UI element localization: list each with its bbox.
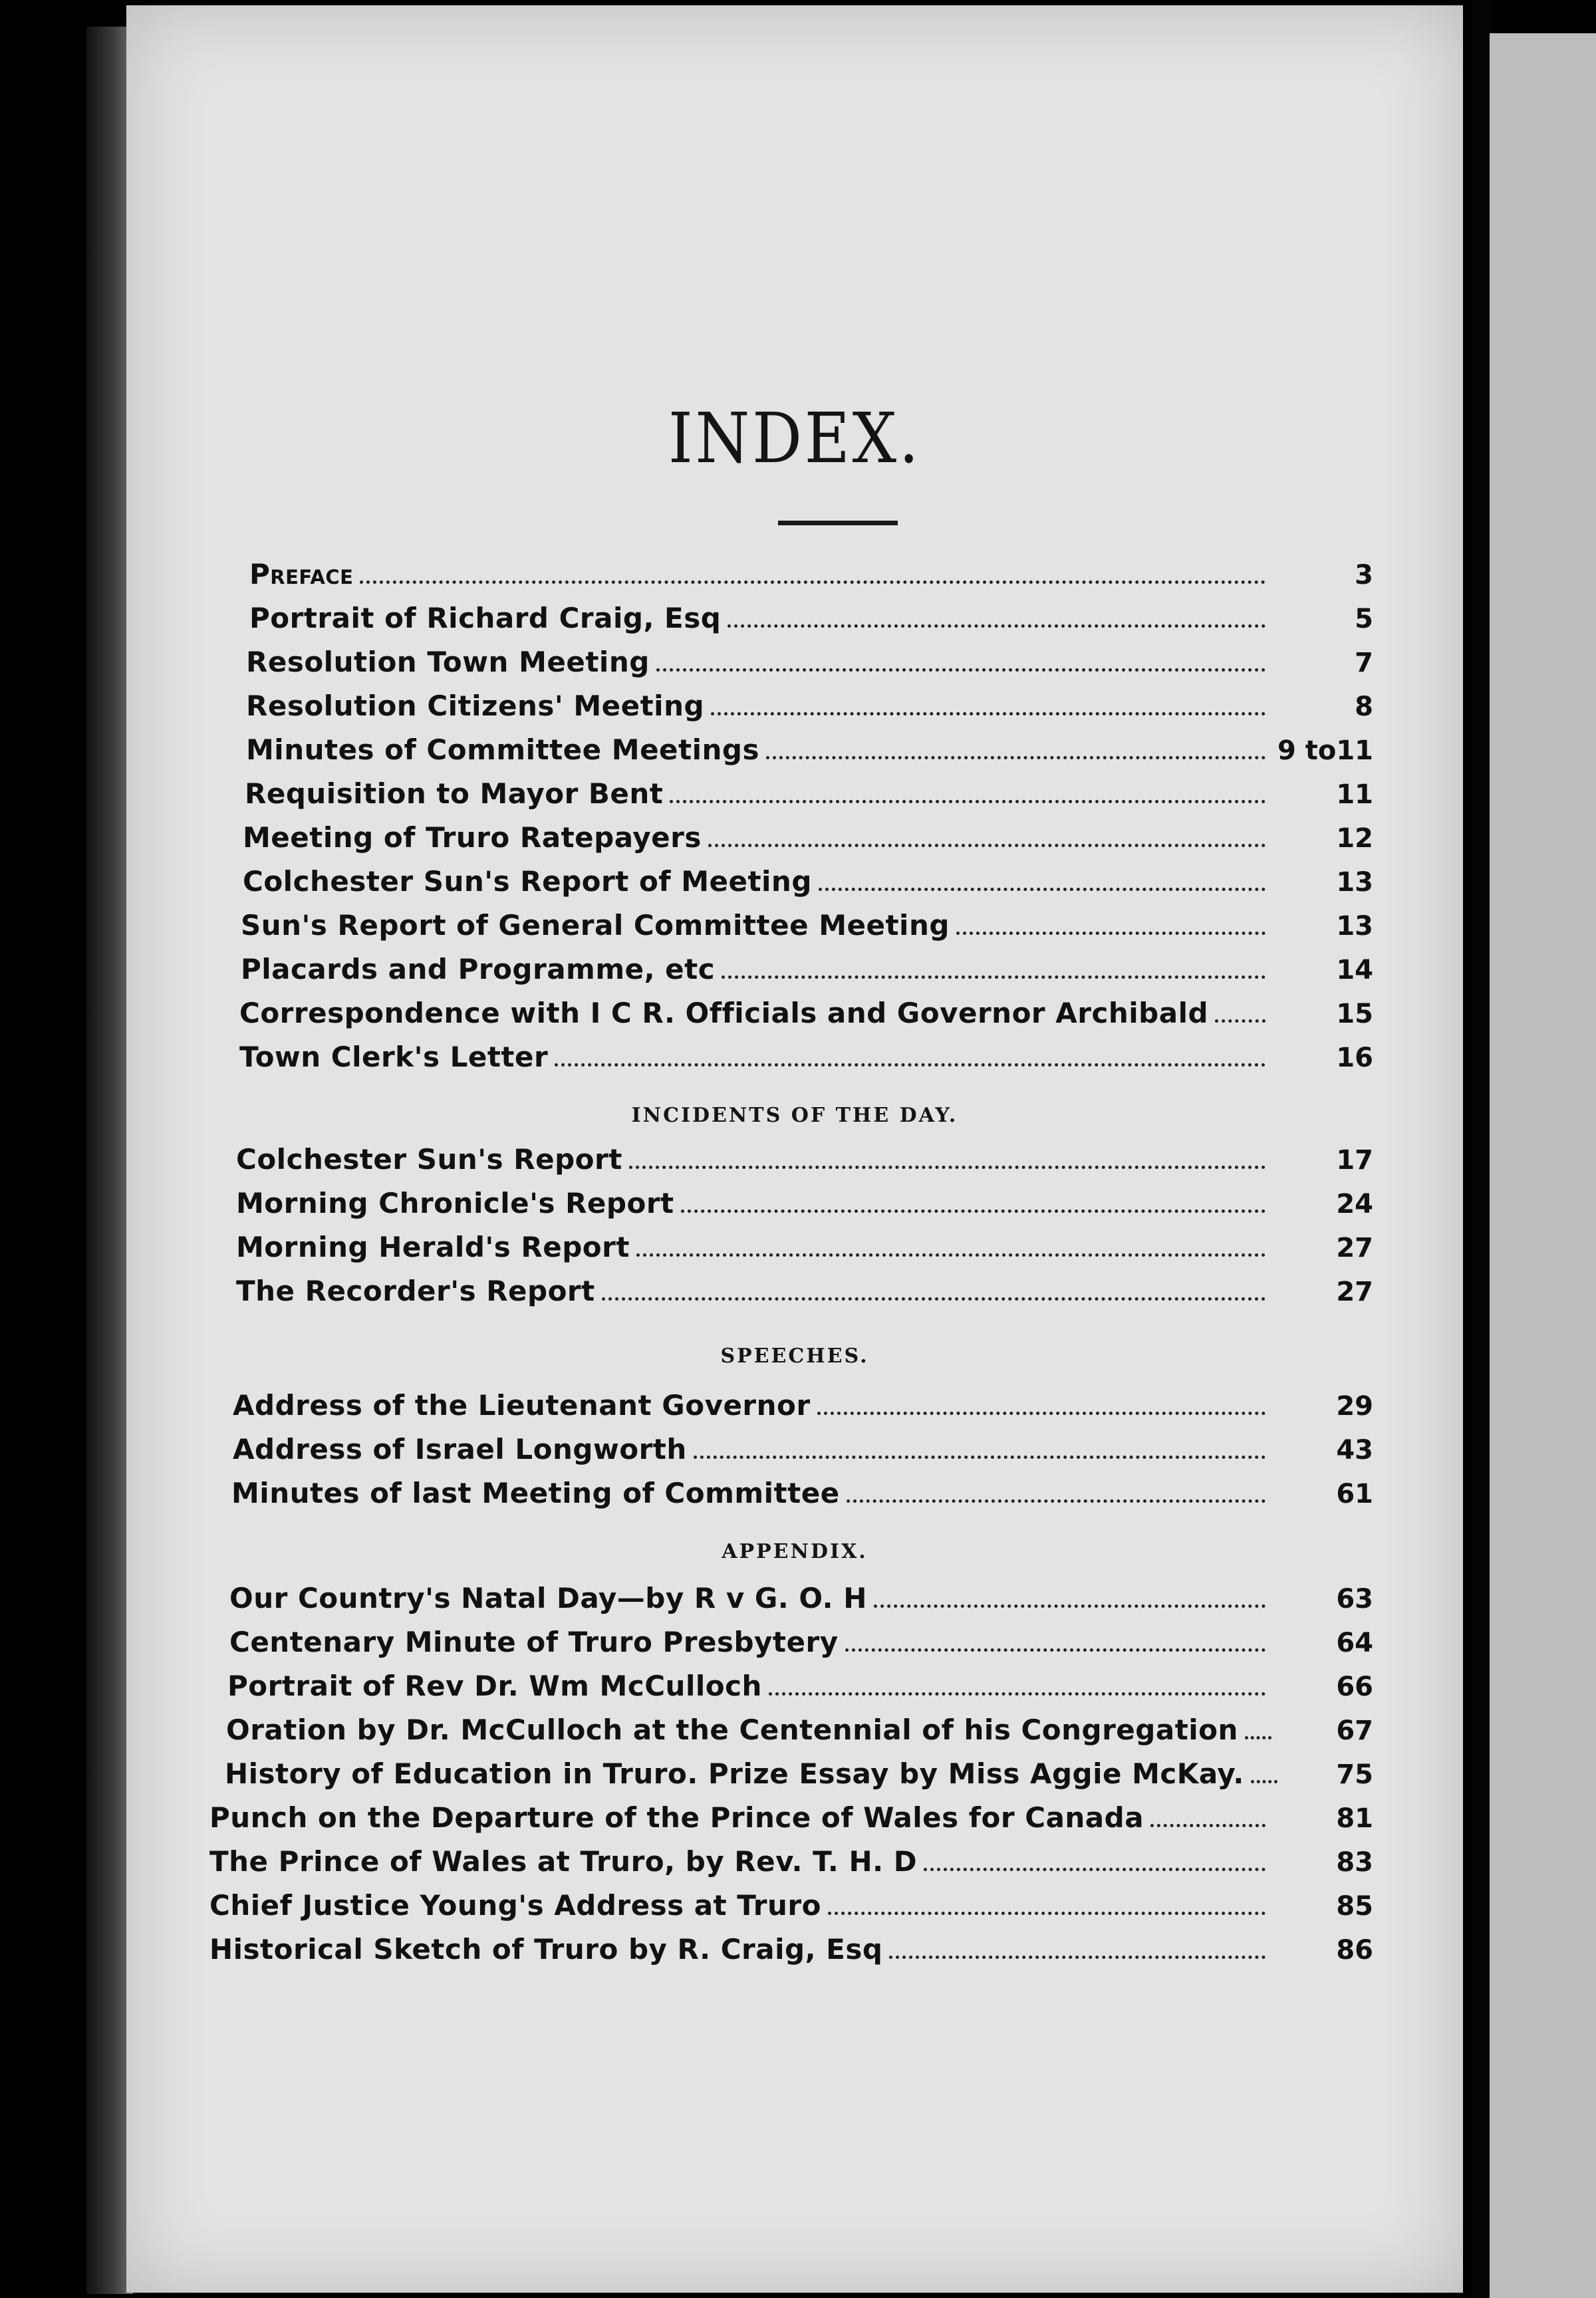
toc-entry [249, 551, 1373, 590]
dot-leader [1150, 1824, 1265, 1827]
entry-label: Minutes of Committee Meetings [246, 733, 759, 766]
entry-label: Placards and Programme, etc [241, 953, 716, 985]
toc-entry [236, 1223, 1373, 1263]
entry-page: 27 [1336, 1233, 1373, 1263]
entry-page: 85 [1336, 1891, 1373, 1922]
entry-page: 8 [1355, 692, 1373, 722]
entry-page: 64 [1336, 1628, 1373, 1658]
toc-entry [241, 902, 1373, 942]
entry-page: 13 [1336, 911, 1373, 942]
dot-leader [889, 1956, 1265, 1959]
entry-label: Historical Sketch of Truro by R. Craig, Esq [209, 1933, 883, 1966]
toc-entry [236, 1136, 1373, 1176]
entry-page: 7 [1355, 648, 1373, 678]
entry-label: Meeting of Truro Ratepayers [243, 821, 702, 854]
dot-leader [828, 1912, 1265, 1915]
entry-label: Town Clerk's Letter [239, 1041, 549, 1073]
entry-page: 3 [1355, 560, 1373, 590]
entry-page: 9 to11 [1277, 735, 1373, 766]
entry-label: Chief Justice Young's Address at Truro [209, 1889, 821, 1922]
toc-entry [246, 682, 1373, 722]
entry-page: 61 [1336, 1479, 1373, 1509]
dot-leader [629, 1166, 1265, 1169]
toc-entry [209, 1926, 1373, 1966]
entry-page: 17 [1336, 1145, 1373, 1176]
section-heading: SPEECHES. [720, 1344, 869, 1368]
dot-leader [636, 1253, 1265, 1257]
dot-leader [817, 1412, 1265, 1415]
dot-leader [845, 1648, 1265, 1652]
entry-page: 16 [1336, 1043, 1373, 1073]
entry-page: 43 [1336, 1435, 1373, 1466]
entry-page: 81 [1336, 1803, 1373, 1834]
dot-leader [728, 624, 1265, 628]
dot-leader [956, 932, 1265, 935]
entry-label: Centenary Minute of Truro Presbytery [229, 1626, 839, 1658]
dot-leader [602, 1297, 1265, 1301]
toc-entry [249, 594, 1373, 634]
entry-page: 14 [1336, 955, 1373, 985]
dot-leader [874, 1604, 1265, 1608]
entry-page: 75 [1336, 1759, 1373, 1790]
dot-leader [694, 1456, 1265, 1459]
entry-page: 11 [1336, 779, 1373, 810]
toc-entry [239, 989, 1373, 1029]
dot-leader [656, 668, 1265, 672]
toc-entry [209, 1838, 1373, 1878]
entry-label: Our Country's Natal Day—by R v G. O. H [229, 1582, 867, 1614]
entry-label: Punch on the Departure of the Prince of Wales for Canada [209, 1801, 1144, 1834]
dot-leader [722, 975, 1265, 979]
toc-entry [226, 1706, 1373, 1746]
entry-page: 13 [1336, 867, 1373, 898]
facing-page [1490, 33, 1596, 2298]
entry-page: 29 [1336, 1391, 1373, 1422]
dot-leader [819, 888, 1265, 891]
dot-leader [769, 1692, 1265, 1696]
entry-label: Correspondence with I C R. Officials and Governor Archibald [239, 997, 1209, 1029]
dot-leader [1251, 1780, 1277, 1783]
entry-page: 24 [1336, 1189, 1373, 1219]
entry-page: 5 [1355, 604, 1373, 634]
entry-page: 63 [1336, 1584, 1373, 1614]
dot-leader [847, 1499, 1265, 1503]
toc-entry [227, 1662, 1373, 1702]
toc-entry [236, 1180, 1373, 1219]
entry-label: Portrait of Rev Dr. Wm McCulloch [227, 1670, 762, 1702]
entry-label: Morning Chronicle's Report [236, 1187, 674, 1219]
toc-entry [231, 1469, 1373, 1509]
entry-page: 83 [1336, 1847, 1373, 1878]
section-heading: APPENDIX. [722, 1540, 868, 1563]
dot-leader [766, 756, 1265, 759]
entry-label: Resolution Citizens' Meeting [246, 690, 705, 722]
entry-label: Address of Israel Longworth [233, 1433, 687, 1466]
index-page [126, 5, 1463, 2293]
toc-entry [243, 814, 1373, 854]
entry-label: The Recorder's Report [236, 1275, 595, 1307]
toc-entry [233, 1382, 1373, 1422]
dot-leader [924, 1868, 1265, 1871]
entry-label: Requisition to Mayor Bent [245, 777, 664, 810]
section-heading: INCIDENTS OF THE DAY. [631, 1104, 958, 1127]
entry-label: Minutes of last Meeting of Committee [231, 1477, 840, 1509]
entry-label: Oration by Dr. McCulloch at the Centennial of his Congregation [226, 1714, 1238, 1746]
entry-label: Address of the Lieutenant Governor [233, 1389, 811, 1422]
entry-label: History of Education in Truro. Prize Essay by Miss Aggie McKay. [225, 1757, 1244, 1790]
toc-entry [229, 1575, 1373, 1614]
entry-label: Preface [249, 558, 354, 590]
entry-page: 86 [1336, 1935, 1373, 1966]
toc-entry [245, 770, 1373, 810]
toc-entry [209, 1794, 1373, 1834]
toc-entry [209, 1882, 1373, 1922]
entry-page: 27 [1336, 1277, 1373, 1307]
dot-leader [1215, 1019, 1265, 1023]
entry-page: 66 [1336, 1672, 1373, 1702]
toc-entry [241, 946, 1373, 985]
table-of-contents [126, 5, 1463, 2293]
dot-leader [555, 1063, 1265, 1067]
dot-leader [708, 844, 1265, 847]
toc-entry [243, 858, 1373, 898]
dot-leader [681, 1210, 1265, 1213]
entry-label: Morning Herald's Report [236, 1231, 630, 1263]
entry-page: 15 [1336, 999, 1373, 1029]
dot-leader [670, 800, 1265, 803]
toc-entry [236, 1267, 1373, 1307]
toc-entry [239, 1033, 1373, 1073]
entry-label: Portrait of Richard Craig, Esq [249, 602, 722, 634]
entry-page: 12 [1336, 823, 1373, 854]
toc-entry [233, 1426, 1373, 1466]
entry-label: Resolution Town Meeting [246, 646, 650, 678]
entry-label: Colchester Sun's Report of Meeting [243, 865, 812, 898]
toc-entry [225, 1750, 1373, 1790]
entry-label: Colchester Sun's Report [236, 1143, 622, 1176]
entry-label: Sun's Report of General Committee Meeting [241, 909, 950, 942]
dot-leader [1245, 1736, 1271, 1739]
dot-leader [360, 580, 1265, 584]
entry-page: 67 [1336, 1716, 1373, 1746]
dot-leader [711, 712, 1265, 715]
toc-entry [229, 1618, 1373, 1658]
toc-entry [246, 638, 1373, 678]
entry-label: The Prince of Wales at Truro, by Rev. T. H. D [209, 1845, 918, 1878]
page-title: INDEX. [668, 398, 922, 479]
toc-entry [246, 726, 1373, 766]
